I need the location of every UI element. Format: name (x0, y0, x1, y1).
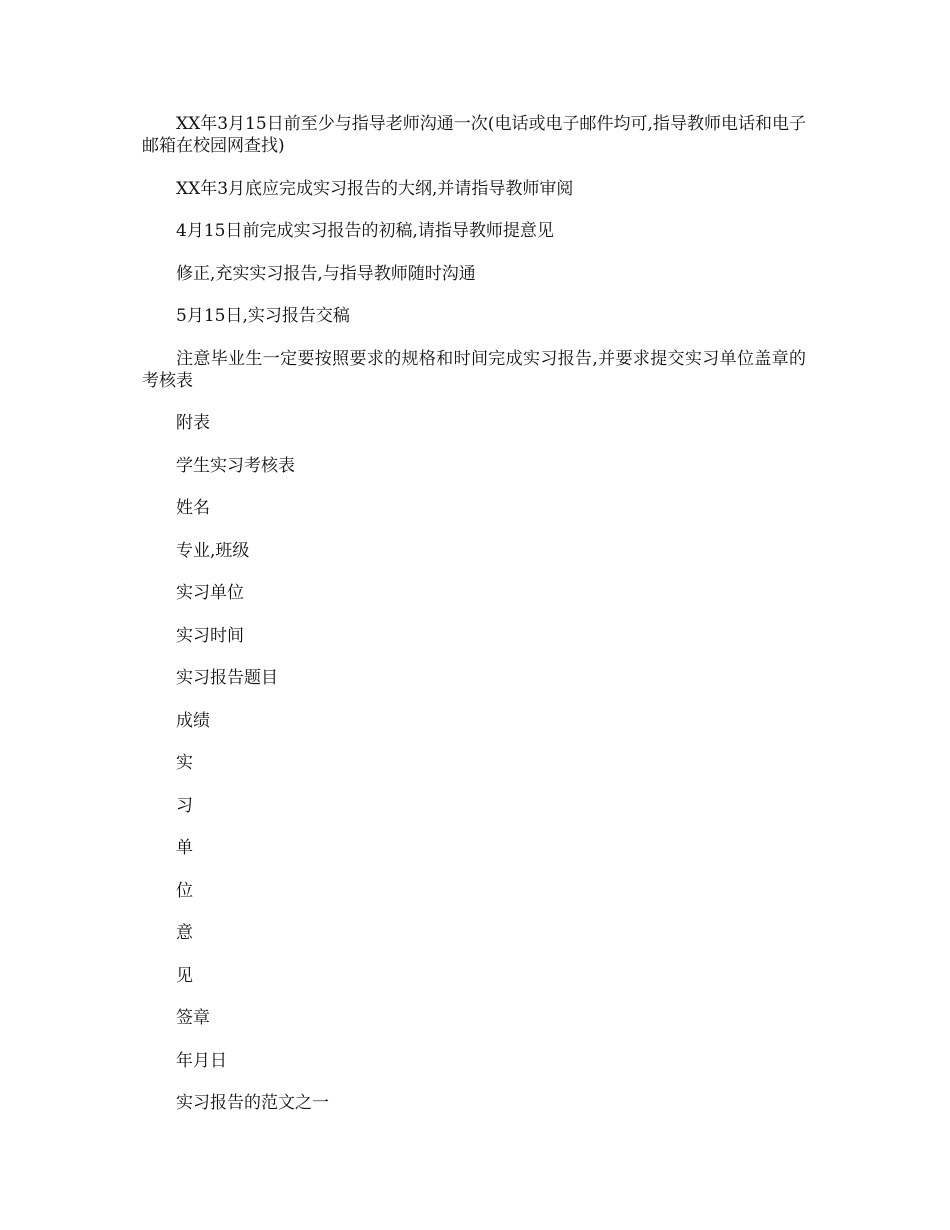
paragraph-schedule-april-15: 4月15日前完成实习报告的初稿,请指导教师提意见 (176, 221, 554, 241)
paragraph-revise-report: 修正,充实实习报告,与指导教师随时沟通 (176, 263, 476, 284)
form-field-report-title: 实习报告题目 (176, 668, 278, 688)
form-field-internship-time: 实习时间 (176, 625, 244, 646)
paragraph-schedule-march-15: XX年3月15日前至少与指导老师沟通一次(电话或电子邮件均可,指导教师电话和电子邮箱在校园网查找) (142, 114, 806, 156)
form-vertical-char: 实 (176, 753, 193, 773)
form-field-internship-unit: 实习单位 (176, 583, 244, 603)
form-field-signature: 签章 (176, 1008, 210, 1028)
form-field-name: 姓名 (176, 498, 210, 518)
form-field-grade: 成绩 (176, 710, 210, 731)
form-vertical-char: 单 (176, 838, 193, 858)
paragraph-notice: 注意毕业生一定要按照要求的规格和时间完成实习报告,并要求提交实习单位盖章的考核表 (142, 348, 806, 391)
form-vertical-char: 见 (176, 965, 193, 986)
document-body (142, 113, 806, 1135)
paragraph-schedule-may-15: 5月15日,实习报告交稿 (176, 306, 350, 326)
form-vertical-char: 习 (176, 795, 193, 816)
paragraph-form-title: 学生实习考核表 (176, 455, 295, 476)
paragraph-schedule-march-end: XX年3月底应完成实习报告的大纲,并请指导教师审阅 (176, 178, 574, 199)
form-vertical-char: 位 (176, 880, 193, 901)
paragraph-sample-heading: 实习报告的范文之一 (176, 1093, 329, 1113)
paragraph-appendix: 附表 (176, 413, 210, 433)
form-vertical-char: 意 (176, 923, 193, 943)
form-field-date: 年月日 (176, 1050, 227, 1071)
form-field-major-class: 专业,班级 (176, 540, 250, 561)
